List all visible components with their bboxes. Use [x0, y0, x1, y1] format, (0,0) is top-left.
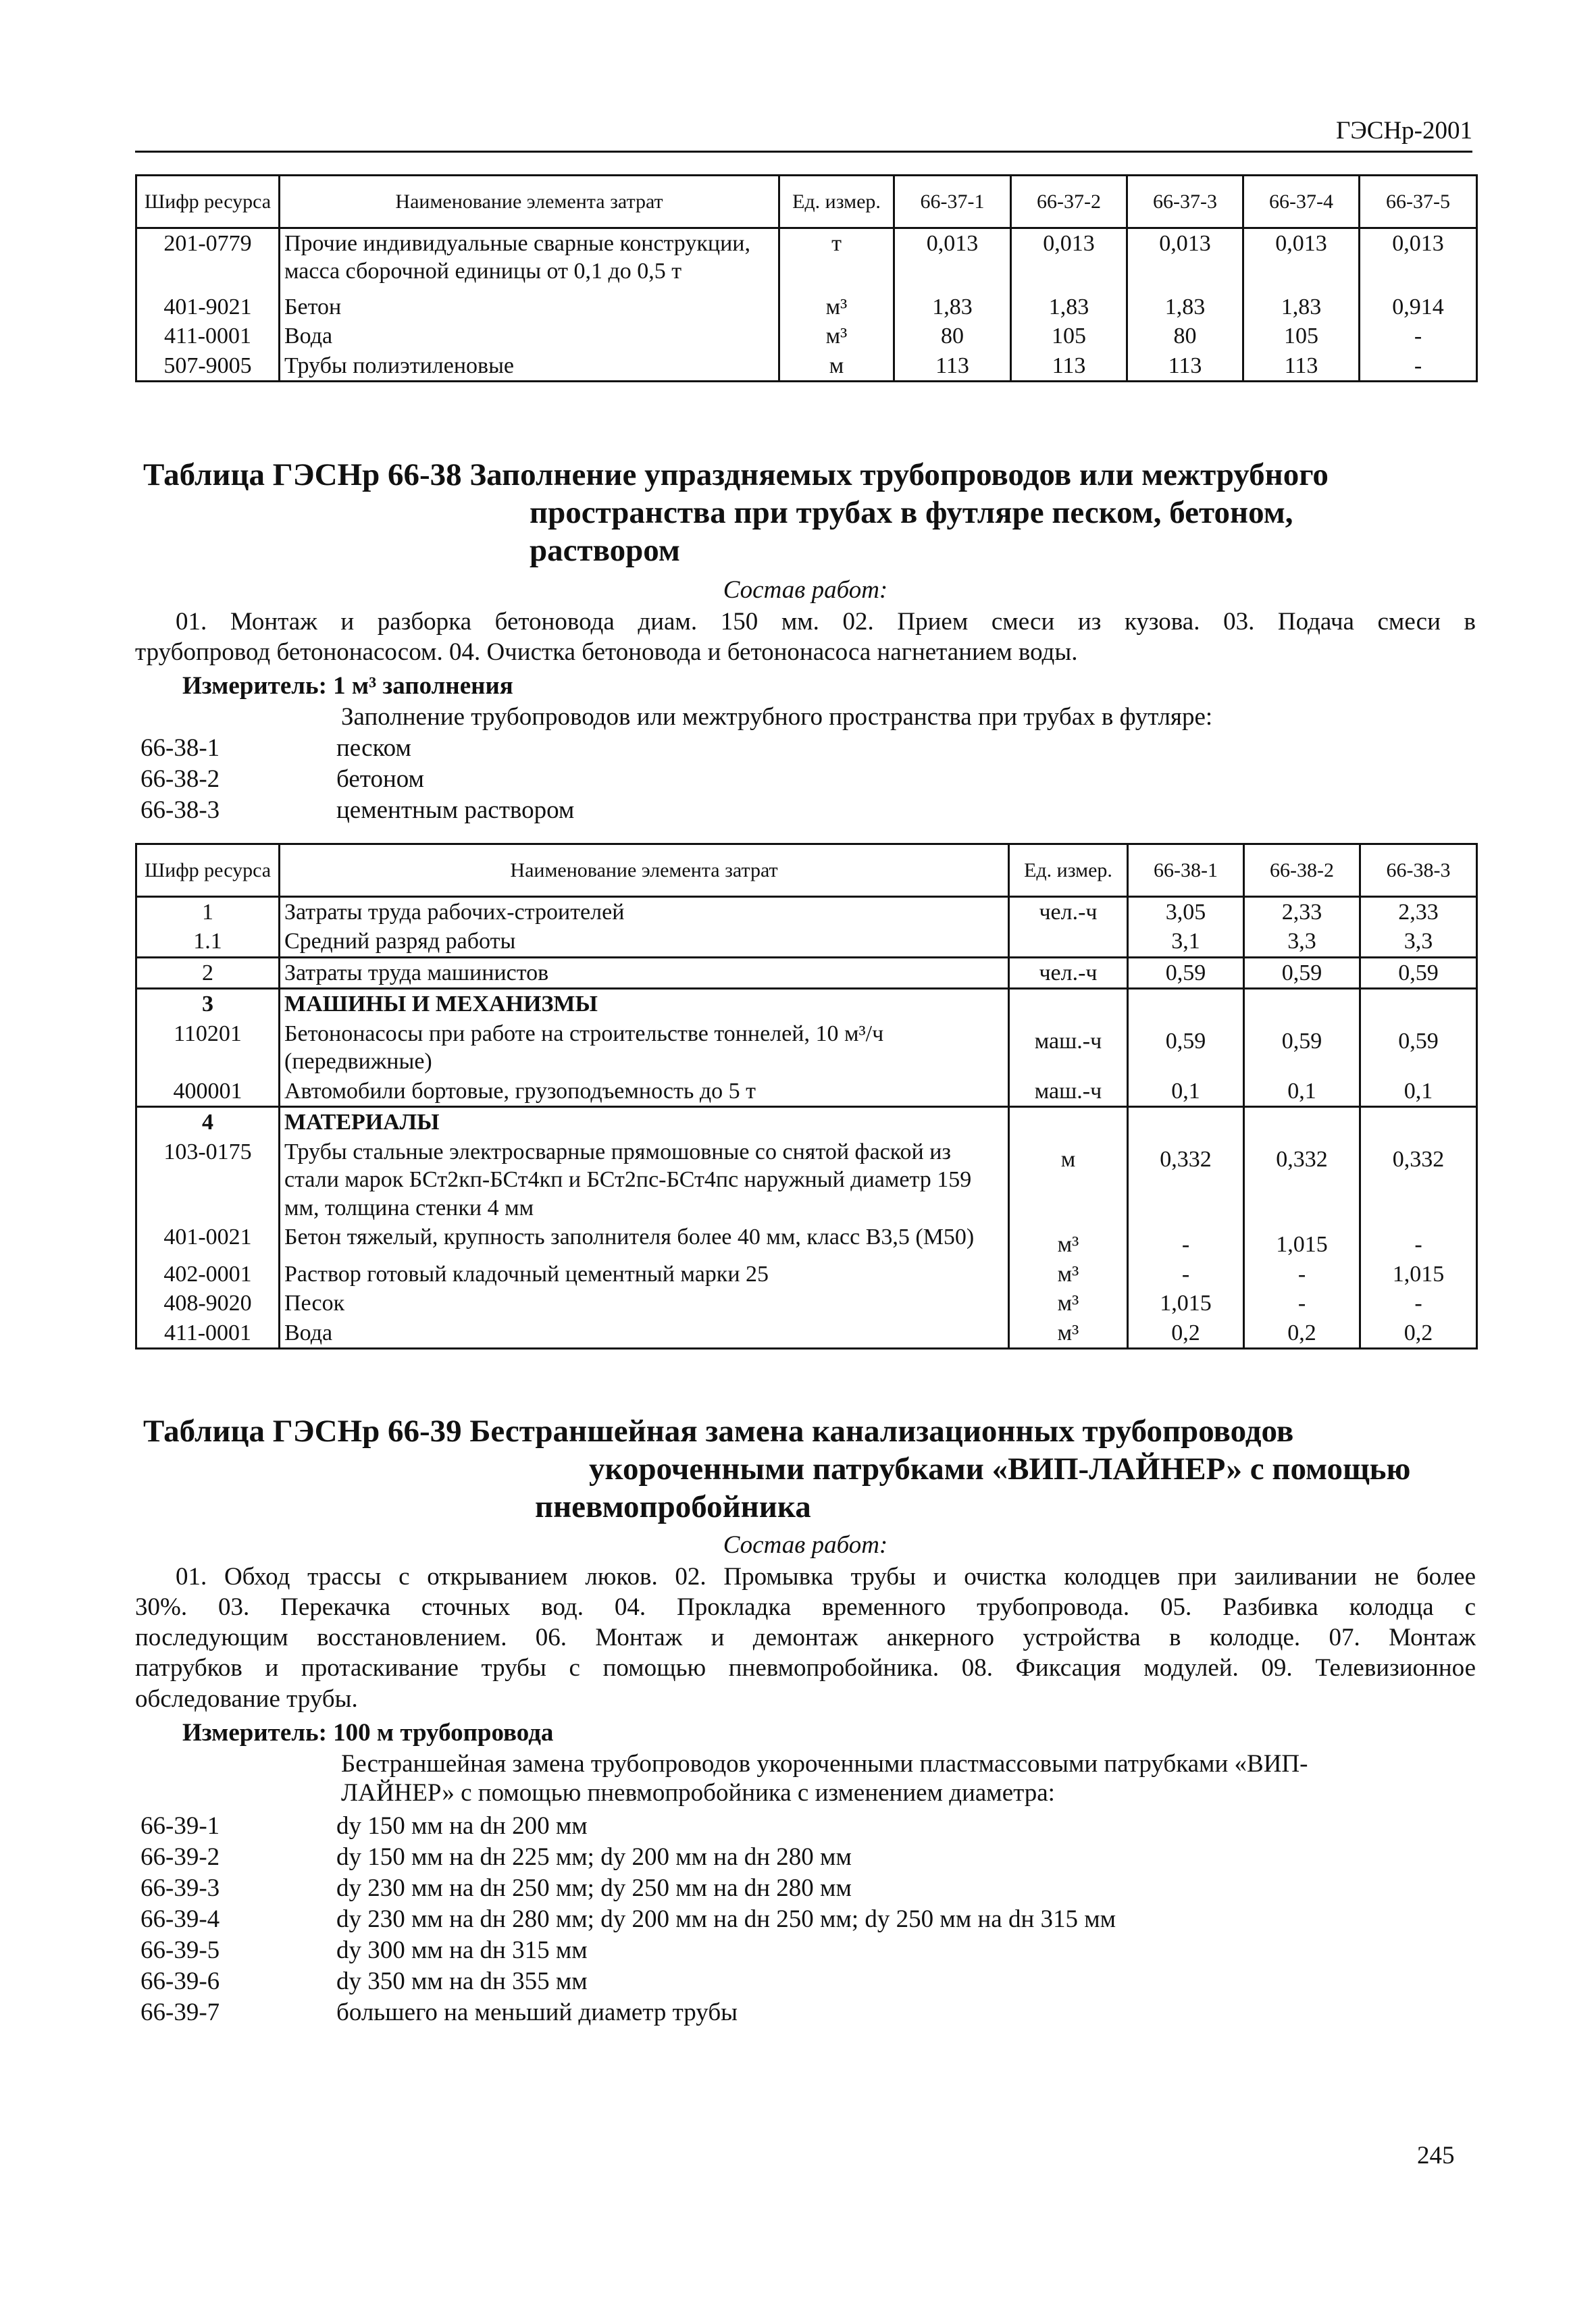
- value-cell: 0,013: [1127, 228, 1243, 286]
- value-cell: 0,2: [1360, 1318, 1477, 1349]
- value-cell: 0,013: [1243, 228, 1360, 286]
- unit-cell: м³: [1009, 1318, 1128, 1349]
- table-row: [136, 897, 1477, 927]
- col-header: 66-37-4: [1243, 176, 1360, 228]
- value-cell: -: [1360, 322, 1477, 351]
- value-cell: 0,59: [1128, 957, 1244, 988]
- resource-code-cell: 110201: [136, 1019, 280, 1077]
- options-intro-line: Бестраншейная замена трубопроводов укороченными пластмассовыми патрубками «ВИП-: [341, 1750, 1308, 1778]
- unit-cell: м³: [1009, 1289, 1128, 1318]
- value-cell: -: [1244, 1289, 1360, 1318]
- value-cell: [1244, 989, 1360, 1019]
- table-row: [136, 1019, 1477, 1077]
- composition-line: трубопровод бетононасосом. 04. Очистка бетоновода и бетононасоса нагнетанием воды.: [135, 638, 1078, 667]
- resource-name-cell: Трубы стальные электросварные прямошовные со снятой фаской из стали марок БСт2кп-БСт4кп и БСт2пс-БСт4пс наружный диаметр 159 мм, толщина стенки 4 мм: [280, 1137, 1009, 1223]
- value-cell: -: [1360, 1289, 1477, 1318]
- value-cell: 1,015: [1360, 1260, 1477, 1289]
- resource-name-cell: Затраты труда машинистов: [280, 957, 1009, 988]
- value-cell: 113: [1243, 351, 1360, 382]
- value-cell: 105: [1011, 322, 1127, 351]
- resource-code-cell: 411-0001: [136, 322, 280, 351]
- resource-code-cell: 411-0001: [136, 1318, 280, 1349]
- table-row: [136, 1107, 1477, 1137]
- value-cell: 0,1: [1128, 1077, 1244, 1107]
- option-row: [140, 796, 1424, 827]
- option-desc: цементным раствором: [336, 796, 575, 824]
- value-cell: 0,914: [1360, 286, 1477, 322]
- resource-name-cell: Прочие индивидуальные сварные конструкции, масса сборочной единицы от 0,1 до 0,5 т: [280, 228, 779, 286]
- resource-name-cell: МАШИНЫ И МЕХАНИЗМЫ: [280, 989, 1009, 1019]
- table-row: [136, 927, 1477, 957]
- value-cell: -: [1128, 1223, 1244, 1259]
- option-code: 66-38-1: [140, 734, 220, 762]
- resource-code-cell: 3: [136, 989, 280, 1019]
- table-row: [136, 1077, 1477, 1107]
- col-header: Ед. измер.: [1009, 844, 1128, 897]
- resource-name-cell: Бетон тяжелый, крупность заполнителя более 40 мм, класс В3,5 (М50): [280, 1223, 1009, 1259]
- value-cell: [1360, 989, 1477, 1019]
- value-cell: 80: [894, 322, 1011, 351]
- doc-code: ГЭСНр-2001: [1335, 117, 1472, 145]
- resource-table-66-37: [135, 174, 1478, 382]
- running-header: [135, 116, 1472, 153]
- unit-cell: [1009, 1107, 1128, 1137]
- option-code: 66-39-5: [140, 1936, 220, 1964]
- option-code: 66-39-3: [140, 1874, 220, 1902]
- value-cell: 1,83: [1243, 286, 1360, 322]
- value-cell: 3,3: [1244, 927, 1360, 957]
- table-row: [136, 351, 1477, 382]
- value-cell: 0,2: [1244, 1318, 1360, 1349]
- table-row: [136, 1260, 1477, 1289]
- composition-text: [135, 607, 1476, 667]
- unit-cell: м: [779, 351, 894, 382]
- resource-code-cell: 201-0779: [136, 228, 280, 286]
- value-cell: -: [1244, 1260, 1360, 1289]
- options-intro: [341, 1749, 1308, 1807]
- resource-code-cell: 4: [136, 1107, 280, 1137]
- composition-line: патрубков и протаскивание трубы с помощью пневмопробойника. 08. Фиксация модулей. 09. Телевизионное: [135, 1654, 1476, 1682]
- unit-cell: чел.-ч: [1009, 957, 1128, 988]
- heading-line: укороченными патрубками «ВИП-ЛАЙНЕР» с помощью: [589, 1451, 1411, 1487]
- value-cell: 3,3: [1360, 927, 1477, 957]
- table-row: [136, 286, 1477, 322]
- unit-cell: чел.-ч: [1009, 897, 1128, 927]
- resource-code-cell: 2: [136, 957, 280, 988]
- table-row: [136, 228, 1477, 286]
- page-number: 245: [1417, 2142, 1455, 2169]
- table-heading-66-39: [143, 1413, 1467, 1535]
- col-header: Наименование элемента затрат: [280, 176, 779, 228]
- option-row: [140, 734, 1424, 765]
- resource-name-cell: Трубы полиэтиленовые: [280, 351, 779, 382]
- option-row: [140, 1874, 1424, 1905]
- value-cell: 113: [1011, 351, 1127, 382]
- table-row: [136, 957, 1477, 988]
- value-cell: 1,83: [894, 286, 1011, 322]
- col-header: Шифр ресурса: [136, 176, 280, 228]
- option-code: 66-39-6: [140, 1968, 220, 1995]
- table-row: [136, 989, 1477, 1019]
- unit-cell: м: [1009, 1137, 1128, 1223]
- option-desc: dy 150 мм на dн 200 мм: [336, 1812, 588, 1840]
- resource-name-cell: Бетон: [280, 286, 779, 322]
- option-desc: песком: [336, 734, 411, 762]
- resource-name-cell: Вода: [280, 322, 779, 351]
- value-cell: [1128, 1107, 1244, 1137]
- col-header: 66-37-2: [1011, 176, 1127, 228]
- unit-cell: м³: [779, 286, 894, 322]
- value-cell: -: [1360, 1223, 1477, 1259]
- heading-line: пространства при трубах в футляре песком, бетоном,: [530, 495, 1293, 530]
- resource-name-cell: Вода: [280, 1318, 1009, 1349]
- resource-name-cell: Затраты труда рабочих-строителей: [280, 897, 1009, 927]
- col-header: 66-37-5: [1360, 176, 1477, 228]
- composition-label: Состав работ:: [723, 576, 888, 604]
- value-cell: 0,332: [1244, 1137, 1360, 1223]
- option-row: [140, 1843, 1424, 1874]
- resource-code-cell: 400001: [136, 1077, 280, 1107]
- resource-code-cell: 401-9021: [136, 286, 280, 322]
- value-cell: 0,013: [1360, 228, 1477, 286]
- resource-name-cell: МАТЕРИАЛЫ: [280, 1107, 1009, 1137]
- col-header: Шифр ресурса: [136, 844, 280, 897]
- option-code: 66-38-3: [140, 796, 220, 824]
- unit-cell: м³: [779, 322, 894, 351]
- table-row: [136, 1289, 1477, 1318]
- option-code: 66-39-4: [140, 1905, 220, 1933]
- table-row: [136, 1318, 1477, 1349]
- value-cell: 3,1: [1128, 927, 1244, 957]
- heading-line: раствором: [530, 533, 680, 568]
- resource-code-cell: 408-9020: [136, 1289, 280, 1318]
- resource-name-cell: Автомобили бортовые, грузоподъемность до 5 т: [280, 1077, 1009, 1107]
- meter-label: Измеритель: 1 м³ заполнения: [182, 672, 513, 700]
- value-cell: 113: [1127, 351, 1243, 382]
- value-cell: 0,332: [1360, 1137, 1477, 1223]
- option-desc: большего на меньший диаметр трубы: [336, 1999, 738, 2026]
- value-cell: [1360, 1107, 1477, 1137]
- composition-line: 01. Обход трассы с открыванием люков. 02. Промывка трубы и очистка колодцев при заиливании не более: [176, 1563, 1476, 1591]
- options-intro-line: ЛАЙНЕР» с помощью пневмопробойника с изменением диаметра:: [341, 1779, 1055, 1807]
- composition-text: [135, 1562, 1476, 1714]
- resource-name-cell: Песок: [280, 1289, 1009, 1318]
- resource-code-cell: 103-0175: [136, 1137, 280, 1223]
- value-cell: 2,33: [1244, 897, 1360, 927]
- heading-line: Таблица ГЭСНр 66-39 Бестраншейная замена канализационных трубопроводов: [143, 1414, 1294, 1449]
- value-cell: 0,59: [1244, 1019, 1360, 1077]
- resource-code-cell: 401-0021: [136, 1223, 280, 1259]
- value-cell: 0,1: [1244, 1077, 1360, 1107]
- unit-cell: м³: [1009, 1260, 1128, 1289]
- col-header: 66-38-1: [1128, 844, 1244, 897]
- value-cell: 0,59: [1360, 957, 1477, 988]
- resource-name-cell: Бетононасосы при работе на строительстве тоннелей, 10 м³/ч (передвижные): [280, 1019, 1009, 1077]
- resource-code-cell: 507-9005: [136, 351, 280, 382]
- unit-cell: [1009, 989, 1128, 1019]
- value-cell: [1244, 1107, 1360, 1137]
- heading-line: Таблица ГЭСНр 66-38 Заполнение упраздняемых трубопроводов или межтрубного: [143, 457, 1329, 492]
- col-header: Ед. измер.: [779, 176, 894, 228]
- composition-line: обследование трубы.: [135, 1685, 358, 1713]
- option-row: [140, 1811, 1424, 1843]
- value-cell: 1,015: [1128, 1289, 1244, 1318]
- value-cell: 0,013: [1011, 228, 1127, 286]
- option-row: [140, 1905, 1424, 1936]
- meter-label: Измеритель: 100 м трубопровода: [182, 1719, 554, 1747]
- col-header: 66-38-3: [1360, 844, 1477, 897]
- unit-cell: маш.-ч: [1009, 1077, 1128, 1107]
- value-cell: 0,2: [1128, 1318, 1244, 1349]
- resource-name-cell: Средний разряд работы: [280, 927, 1009, 957]
- option-code: 66-39-1: [140, 1812, 220, 1840]
- option-row: [140, 765, 1424, 796]
- value-cell: 105: [1243, 322, 1360, 351]
- option-row: [140, 1998, 1424, 2029]
- unit-cell: [1009, 927, 1128, 957]
- value-cell: -: [1360, 351, 1477, 382]
- value-cell: 1,83: [1011, 286, 1127, 322]
- option-desc: dy 230 мм на dн 280 мм; dy 200 мм на dн 250 мм; dy 250 мм на dн 315 мм: [336, 1905, 1116, 1933]
- option-row: [140, 1936, 1424, 1967]
- value-cell: 0,1: [1360, 1077, 1477, 1107]
- table-row: [136, 1137, 1477, 1223]
- option-code: 66-39-2: [140, 1843, 220, 1871]
- value-cell: [1128, 989, 1244, 1019]
- unit-cell: т: [779, 228, 894, 286]
- table-row: [136, 1223, 1477, 1259]
- table-row: [136, 322, 1477, 351]
- option-code: 66-39-7: [140, 1999, 220, 2026]
- value-cell: -: [1128, 1260, 1244, 1289]
- value-cell: 0,59: [1244, 957, 1360, 988]
- resource-code-cell: 1.1: [136, 927, 280, 957]
- value-cell: 0,332: [1128, 1137, 1244, 1223]
- value-cell: 2,33: [1360, 897, 1477, 927]
- value-cell: 1,015: [1244, 1223, 1360, 1259]
- unit-cell: маш.-ч: [1009, 1019, 1128, 1077]
- value-cell: 1,83: [1127, 286, 1243, 322]
- option-desc: dy 150 мм на dн 225 мм; dy 200 мм на dн 280 мм: [336, 1843, 852, 1871]
- resource-table-66-38: [135, 843, 1478, 1349]
- value-cell: 113: [894, 351, 1011, 382]
- option-desc: бетоном: [336, 765, 424, 793]
- value-cell: 3,05: [1128, 897, 1244, 927]
- unit-cell: м³: [1009, 1223, 1128, 1259]
- col-header: 66-37-3: [1127, 176, 1243, 228]
- option-code: 66-38-2: [140, 765, 220, 793]
- col-header: 66-38-2: [1244, 844, 1360, 897]
- resource-code-cell: 1: [136, 897, 280, 927]
- resource-code-cell: 402-0001: [136, 1260, 280, 1289]
- value-cell: 80: [1127, 322, 1243, 351]
- option-desc: dy 300 мм на dн 315 мм: [336, 1936, 588, 1964]
- options-intro: Заполнение трубопроводов или межтрубного пространства при трубах в футляре:: [341, 703, 1213, 731]
- option-row: [140, 1967, 1424, 1998]
- col-header: Наименование элемента затрат: [280, 844, 1009, 897]
- col-header: 66-37-1: [894, 176, 1011, 228]
- value-cell: 0,59: [1128, 1019, 1244, 1077]
- heading-line: пневмопробойника: [535, 1489, 811, 1524]
- composition-line: последующим восстановлением. 06. Монтаж и демонтаж анкерного устройства в колодце. 07. Монтаж: [135, 1624, 1476, 1652]
- value-cell: 0,59: [1360, 1019, 1477, 1077]
- value-cell: 0,013: [894, 228, 1011, 286]
- resource-name-cell: Раствор готовый кладочный цементный марки 25: [280, 1260, 1009, 1289]
- option-desc: dy 230 мм на dн 250 мм; dy 250 мм на dн 280 мм: [336, 1874, 852, 1902]
- option-desc: dy 350 мм на dн 355 мм: [336, 1968, 588, 1995]
- composition-line: 30%. 03. Перекачка сточных вод. 04. Прокладка временного трубопровода. 05. Разбивка колодца с: [135, 1593, 1476, 1622]
- table-heading-66-38: [143, 457, 1467, 578]
- composition-label: Состав работ:: [723, 1531, 888, 1559]
- composition-line: 01. Монтаж и разборка бетоновода диам. 150 мм. 02. Прием смеси из кузова. 03. Подача смеси в: [176, 608, 1476, 636]
